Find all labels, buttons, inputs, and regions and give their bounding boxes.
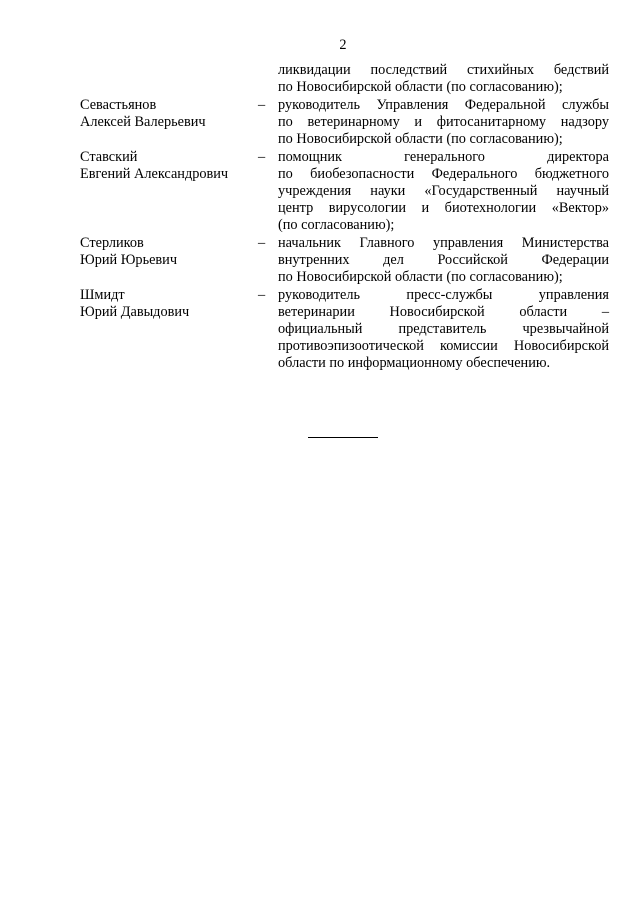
page-number: 2 <box>339 37 347 53</box>
role-line: начальник Главного управления Министерства <box>278 235 609 251</box>
role-line: помощник генерального директора <box>278 149 609 165</box>
role-line: руководитель пресс-службы управления <box>278 287 609 303</box>
member-role <box>278 287 609 372</box>
member-first-names: Юрий Юрьевич <box>80 251 178 268</box>
member-first-names: Евгений Александрович <box>80 165 229 182</box>
member-first-names: Алексей Валерьевич <box>80 113 206 130</box>
member-role <box>278 149 609 234</box>
member-last-name: Ставский <box>80 149 138 165</box>
role-line: по Новосибирской области (по согласованию); <box>278 78 563 95</box>
role-line: области по информационному обеспечению. <box>278 354 551 371</box>
role-line: противоэпизоотической комиссии Новосибирской <box>278 337 609 354</box>
role-line: ликвидации последствий стихийных бедствий <box>278 62 609 78</box>
member-role <box>278 235 609 286</box>
member-name <box>80 149 255 183</box>
continued-role-text <box>278 62 609 96</box>
dash-separator: – <box>258 235 266 251</box>
member-name <box>80 97 255 131</box>
dash-separator: – <box>258 97 266 113</box>
role-line: по Новосибирской области (по согласованию); <box>278 268 563 285</box>
role-line: центр вирусологии и биотехнологии «Вектор» <box>278 199 609 216</box>
member-role <box>278 97 609 148</box>
end-divider-line <box>308 437 378 438</box>
role-line: по Новосибирской области (по согласованию); <box>278 130 563 147</box>
dash-separator: – <box>258 287 266 303</box>
dash-separator: – <box>258 149 266 165</box>
member-last-name: Стерликов <box>80 235 144 251</box>
role-line: по биобезопасности Федерального бюджетного <box>278 165 609 182</box>
role-line: ветеринарии Новосибирской области – <box>278 303 609 320</box>
role-line: учреждения науки «Государственный научный <box>278 182 609 199</box>
member-name <box>80 235 255 269</box>
role-line: по ветеринарному и фитосанитарному надзору <box>278 113 609 130</box>
member-last-name: Шмидт <box>80 287 125 303</box>
role-line: (по согласованию); <box>278 216 395 233</box>
member-first-names: Юрий Давыдович <box>80 303 190 320</box>
member-name <box>80 287 255 321</box>
role-line: внутренних дел Российской Федерации <box>278 251 609 268</box>
member-last-name: Севастьянов <box>80 97 157 113</box>
role-line: официальный представитель чрезвычайной <box>278 320 609 337</box>
role-line: руководитель Управления Федеральной службы <box>278 97 609 113</box>
